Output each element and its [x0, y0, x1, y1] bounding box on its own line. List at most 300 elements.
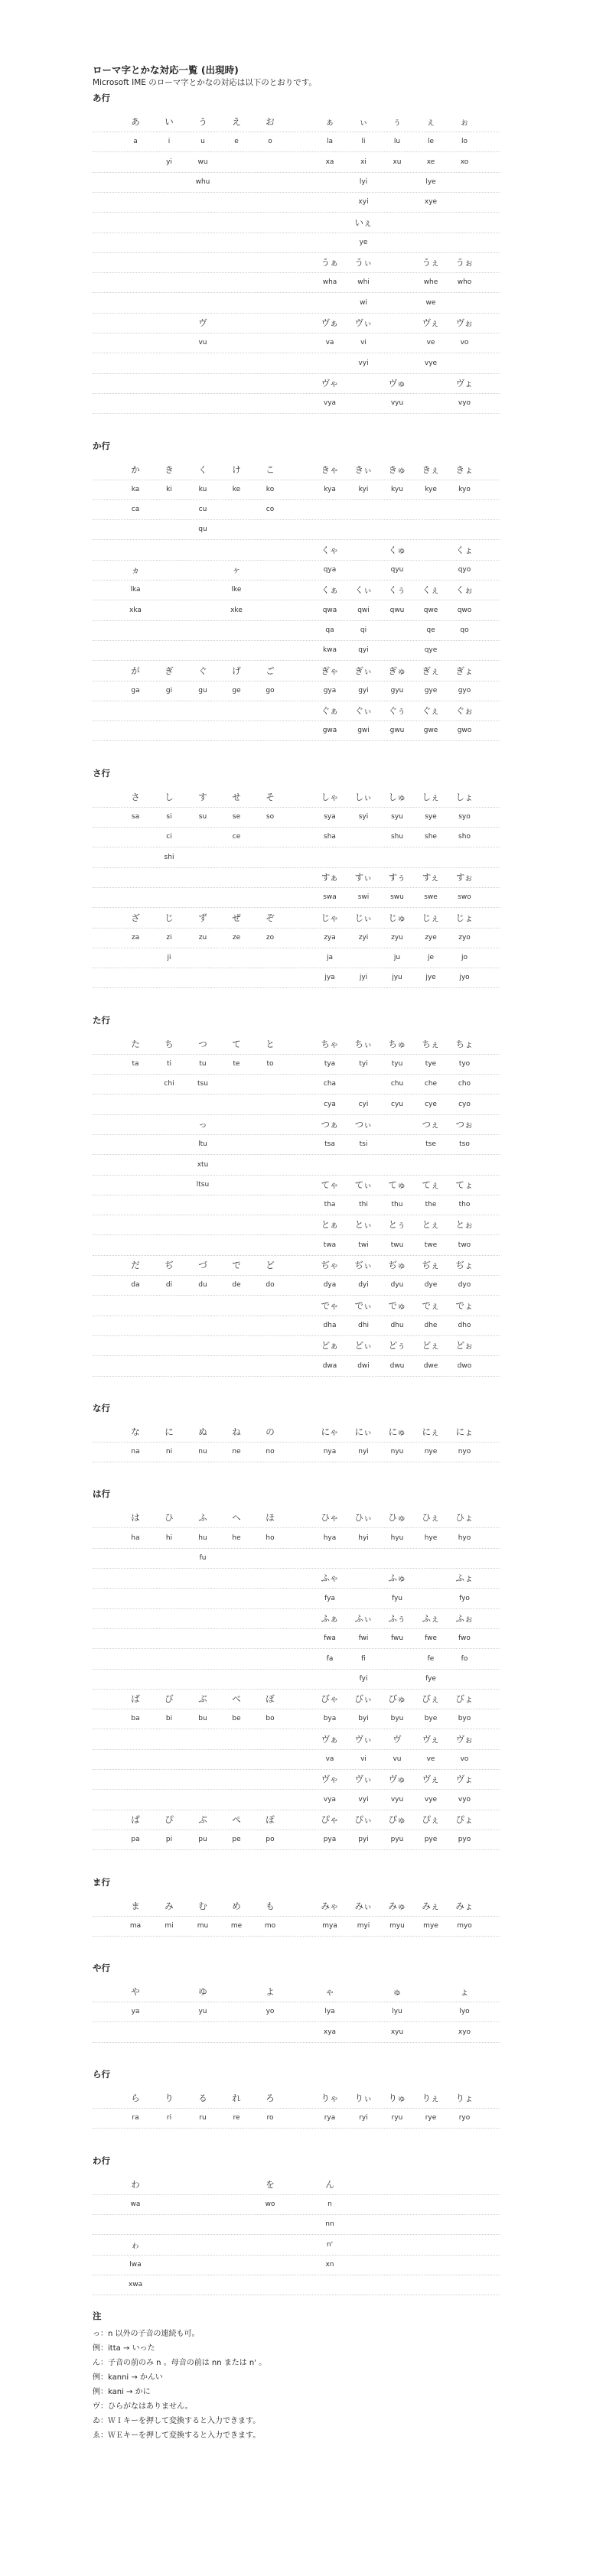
table-cell	[186, 948, 220, 968]
table-row	[93, 272, 500, 293]
table-cell	[347, 2194, 380, 2214]
table-row	[93, 1649, 500, 1670]
table-cell: rya	[324, 2114, 336, 2122]
table-cell: dye	[424, 1281, 438, 1290]
table-cell	[347, 499, 380, 519]
table-cell: gu	[198, 686, 207, 694]
table-cell	[186, 1649, 220, 1669]
table-cell: vo	[460, 1755, 469, 1763]
table-cell	[253, 1296, 287, 1316]
table-cell: tyi	[359, 1060, 368, 1068]
table-cell: xn	[325, 2260, 334, 2269]
table-cell: ヴゅ	[388, 377, 406, 389]
table-cell: でゃ	[321, 1299, 339, 1311]
table-cell	[220, 2002, 253, 2021]
table-cell	[152, 2214, 186, 2234]
table-cell: で	[232, 1260, 241, 1270]
table-cell	[220, 1982, 253, 2002]
table-cell: xi	[360, 158, 367, 166]
table-cell	[253, 701, 287, 720]
table-cell	[220, 1155, 253, 1175]
table-cell	[186, 640, 220, 660]
table-cell	[186, 867, 220, 887]
table-cell	[220, 519, 253, 539]
table-row	[93, 1769, 500, 1790]
table-cell	[152, 1335, 186, 1355]
table-row	[93, 1255, 500, 1276]
table-cell: qwi	[357, 606, 370, 614]
table-cell	[253, 640, 287, 660]
table-cell	[152, 540, 186, 560]
table-cell	[220, 1114, 253, 1134]
table-cell: れ	[232, 2093, 241, 2103]
table-cell: にゅ	[388, 1426, 406, 1437]
page-title: ローマ字とかな対応一覧 (出現時)	[93, 64, 239, 76]
table-cell: うぇ	[422, 257, 440, 268]
table-cell	[119, 847, 152, 867]
table-cell	[253, 580, 287, 600]
table-cell	[220, 172, 253, 192]
table-cell: xke	[230, 606, 243, 614]
table-cell	[380, 640, 414, 660]
table-cell	[380, 1155, 414, 1175]
table-cell	[119, 968, 152, 987]
table-cell: qu	[198, 525, 207, 534]
table-cell: ro	[266, 2114, 274, 2122]
table-cell	[186, 1568, 220, 1588]
table-cell	[414, 1568, 448, 1588]
table-row	[93, 1709, 500, 1729]
table-cell	[220, 252, 253, 272]
table-cell	[152, 580, 186, 600]
table-cell: qo	[460, 626, 469, 634]
table-cell: っ	[198, 1118, 207, 1130]
table-cell	[220, 213, 253, 233]
table-cell: ち	[165, 1038, 174, 1049]
table-cell: xye	[424, 198, 438, 207]
table-cell: む	[198, 1900, 207, 1911]
table-cell: jye	[425, 974, 436, 982]
table-cell	[119, 1296, 152, 1316]
table-cell	[414, 1155, 448, 1175]
table-cell	[152, 333, 186, 353]
table-cell: gyu	[390, 686, 404, 694]
table-cell	[347, 847, 380, 867]
table-cell: sye	[425, 813, 437, 821]
table-cell	[414, 2194, 448, 2214]
table-cell: cyu	[391, 1100, 403, 1108]
table-cell	[186, 1316, 220, 1335]
table-cell	[119, 1134, 152, 1154]
table-cell	[220, 948, 253, 968]
table-cell: gwe	[423, 727, 438, 735]
table-cell: ぢょ	[455, 1260, 474, 1270]
table-cell: ja	[326, 954, 333, 962]
table-cell: whe	[423, 278, 438, 287]
table-cell	[119, 827, 152, 847]
table-cell: とぅ	[388, 1219, 406, 1231]
table-cell: zya	[324, 933, 336, 942]
table-cell	[448, 1669, 481, 1689]
table-cell: ぽ	[266, 1813, 275, 1825]
table-cell	[152, 2022, 186, 2042]
table-cell: myo	[457, 1921, 472, 1930]
table-cell: きゃ	[321, 463, 339, 475]
table-cell: か	[131, 463, 140, 475]
table-cell: zi	[166, 933, 172, 942]
table-cell: qwe	[423, 606, 438, 614]
table-cell	[152, 1568, 186, 1588]
table-cell	[186, 968, 220, 987]
table-cell	[380, 2275, 414, 2295]
table-cell: よ	[266, 1986, 275, 1998]
table-cell: びぃ	[354, 1693, 373, 1705]
table-cell	[186, 252, 220, 272]
table-cell	[119, 948, 152, 968]
table-cell: び	[165, 1693, 174, 1705]
table-cell: ku	[198, 485, 207, 493]
table-cell: vu	[198, 339, 207, 347]
table-cell	[347, 2235, 380, 2255]
table-cell: ぴゅ	[388, 1813, 406, 1825]
table-cell: gwa	[322, 727, 337, 735]
table-cell: ぎぇ	[422, 665, 440, 676]
table-cell: うぉ	[455, 257, 474, 268]
table-cell	[186, 192, 220, 212]
table-cell: くぇ	[422, 584, 440, 596]
note-line: 例：kani → かに	[93, 2388, 151, 2396]
table-cell	[220, 1769, 253, 1789]
table-row	[93, 1508, 500, 1528]
table-row	[93, 1790, 500, 1810]
table-cell: gwo	[457, 727, 472, 735]
table-cell	[152, 393, 186, 413]
table-row	[93, 333, 500, 353]
table-cell: しょ	[455, 791, 474, 802]
table-cell: どぇ	[422, 1340, 440, 1351]
table-cell: じぃ	[354, 912, 373, 923]
table-cell	[119, 1195, 152, 1215]
table-cell	[347, 519, 380, 539]
table-cell: vyi	[358, 359, 369, 367]
table-cell	[253, 968, 287, 987]
table-cell: ヴぃ	[354, 1733, 373, 1745]
table-cell: ふゃ	[321, 1573, 339, 1584]
table-cell: こ	[266, 463, 275, 475]
table-cell	[119, 233, 152, 252]
table-cell	[220, 640, 253, 660]
table-cell: xa	[325, 158, 334, 166]
table-cell: ke	[232, 485, 241, 493]
table-cell: gyo	[458, 686, 471, 694]
table-cell	[152, 1296, 186, 1316]
table-cell: とぁ	[321, 1219, 339, 1231]
table-cell: n'	[326, 2240, 334, 2249]
table-cell	[253, 1356, 287, 1376]
table-cell: vye	[424, 1795, 438, 1804]
note-line: 例：itta → いった	[93, 2344, 155, 2353]
table-cell	[313, 353, 347, 373]
table-cell: he	[232, 1534, 241, 1542]
table-cell: dho	[458, 1321, 471, 1329]
table-cell	[448, 1155, 481, 1175]
table-row	[93, 807, 500, 828]
table-cell	[253, 1155, 287, 1175]
table-cell	[253, 1215, 287, 1234]
table-cell: twi	[358, 1241, 369, 1249]
table-cell	[152, 373, 186, 393]
table-cell	[448, 2235, 481, 2255]
table-cell: kwa	[322, 646, 337, 655]
table-cell: だ	[131, 1260, 140, 1270]
table-row	[93, 2235, 500, 2256]
table-cell: きぇ	[422, 463, 440, 475]
table-cell: n	[327, 2200, 332, 2208]
table-cell: whi	[357, 278, 370, 287]
table-cell	[313, 192, 347, 212]
table-cell	[380, 2255, 414, 2275]
table-cell	[119, 640, 152, 660]
table-cell: とぇ	[422, 1219, 440, 1231]
table-cell: びぇ	[422, 1693, 440, 1705]
table-cell: thi	[359, 1201, 368, 1209]
table-cell: lke	[231, 586, 242, 594]
table-cell: ma	[129, 1921, 142, 1930]
table-row	[93, 560, 500, 581]
table-cell	[313, 1669, 347, 1689]
table-cell	[347, 1155, 380, 1175]
table-cell	[152, 2255, 186, 2275]
table-cell	[448, 847, 481, 867]
table-row	[93, 1134, 500, 1155]
table-cell	[253, 233, 287, 252]
table-cell	[119, 1608, 152, 1628]
table-cell	[220, 1749, 253, 1769]
table-cell: hyi	[358, 1534, 369, 1542]
table-cell: め	[232, 1900, 241, 1911]
table-cell	[220, 1175, 253, 1195]
table-cell	[220, 353, 253, 373]
table-cell: fyu	[391, 1594, 403, 1602]
table-cell: fe	[427, 1654, 435, 1663]
table-cell: la	[326, 138, 333, 146]
table-cell: ふ	[198, 1512, 207, 1524]
table-cell	[253, 948, 287, 968]
table-cell: da	[131, 1281, 140, 1290]
table-row	[93, 2255, 500, 2275]
table-cell: じぇ	[422, 912, 440, 923]
table-cell: ca	[131, 506, 140, 514]
table-cell: dhi	[358, 1321, 369, 1329]
table-cell: dwa	[322, 1361, 337, 1370]
table-cell: ぎゅ	[388, 665, 406, 676]
table-cell	[152, 353, 186, 373]
table-cell	[186, 233, 220, 252]
table-row	[93, 1316, 500, 1336]
table-cell: に	[165, 1426, 174, 1437]
table-row	[93, 1175, 500, 1195]
table-cell: ぬ	[198, 1426, 207, 1437]
table-row	[93, 620, 500, 641]
table-cell	[253, 1175, 287, 1195]
table-cell: qya	[323, 566, 337, 574]
table-row	[93, 1335, 500, 1356]
table-cell	[220, 293, 253, 313]
table-cell: dwe	[423, 1361, 438, 1370]
section-heading: さ行	[93, 767, 110, 779]
table-cell	[119, 540, 152, 560]
table-cell	[448, 353, 481, 373]
table-cell: xu	[393, 158, 402, 166]
table-cell	[253, 720, 287, 740]
table-cell	[414, 233, 448, 252]
table-cell: しぃ	[354, 791, 373, 802]
table-row	[93, 908, 500, 929]
table-cell: che	[424, 1080, 438, 1088]
table-cell	[220, 1296, 253, 1316]
table-cell	[152, 1790, 186, 1810]
table-cell: byu	[390, 1715, 404, 1723]
table-cell: け	[232, 463, 241, 475]
table-cell: ve	[426, 1755, 435, 1763]
table-cell: ひゃ	[321, 1512, 339, 1524]
table-cell	[253, 560, 287, 580]
table-cell: gye	[424, 686, 438, 694]
table-cell: ya	[131, 2008, 140, 2016]
table-cell: ヴ	[393, 1733, 402, 1745]
table-cell: dhu	[390, 1321, 404, 1329]
table-cell: ぴぇ	[422, 1813, 440, 1825]
table-cell: な	[131, 1426, 140, 1437]
table-row	[93, 2214, 500, 2235]
table-cell: mye	[423, 1921, 438, 1930]
table-cell	[186, 1608, 220, 1628]
note-line: ゐ：ＷＩキーを押して変換すると入力できます。	[93, 2417, 261, 2425]
table-cell: ぴょ	[455, 1813, 474, 1825]
table-cell	[380, 847, 414, 867]
table-cell	[152, 1729, 186, 1749]
table-cell	[220, 1548, 253, 1568]
table-cell: fo	[461, 1654, 468, 1663]
table-cell: びゃ	[321, 1693, 339, 1705]
table-cell	[220, 499, 253, 519]
table-cell: う	[198, 116, 207, 127]
table-cell: li	[361, 138, 366, 146]
table-row	[93, 1528, 500, 1549]
table-cell: ふぉ	[455, 1612, 474, 1624]
table-cell: zyi	[358, 933, 369, 942]
table-cell: にぇ	[422, 1426, 440, 1437]
table-cell	[152, 252, 186, 272]
note-line: っ：n 以外の子音の連続も可。	[93, 2330, 200, 2338]
table-cell: wa	[130, 2200, 141, 2208]
table-cell: xyi	[358, 198, 369, 207]
table-cell: ヴぉ	[455, 317, 474, 328]
table-cell	[220, 1568, 253, 1588]
table-cell: vya	[323, 1795, 337, 1804]
table-cell	[119, 720, 152, 740]
table-cell	[186, 2255, 220, 2275]
table-cell: hya	[323, 1534, 337, 1542]
table-cell: na	[131, 1448, 140, 1456]
table-cell: ひょ	[455, 1512, 474, 1524]
table-cell: two	[458, 1241, 471, 1249]
note-line: ゑ：ＷＥキーを押して変換すると入力できます。	[93, 2431, 261, 2440]
table-cell: twu	[390, 1241, 404, 1249]
table-cell: pi	[165, 1836, 173, 1844]
note-line: ヴ：ひらがなはありません。	[93, 2402, 193, 2411]
table-cell: pe	[232, 1836, 241, 1844]
table-cell	[414, 2002, 448, 2021]
table-cell: jya	[324, 974, 335, 982]
table-cell: ご	[266, 665, 275, 676]
table-cell	[152, 1548, 186, 1568]
table-cell	[220, 1215, 253, 1234]
table-cell: しぇ	[422, 791, 440, 802]
table-cell: とぃ	[354, 1219, 373, 1231]
page-subtitle: Microsoft IME のローマ字とかなの対応は以下のとおりです。	[93, 78, 317, 87]
table-cell	[220, 1195, 253, 1215]
table-cell	[253, 847, 287, 867]
table-cell	[380, 252, 414, 272]
table-cell: fwe	[425, 1634, 437, 1643]
table-cell: ze	[232, 933, 241, 942]
table-cell	[414, 1589, 448, 1608]
table-cell: so	[266, 813, 275, 821]
table-cell: gyi	[358, 686, 369, 694]
table-cell	[119, 1215, 152, 1234]
table-cell	[347, 560, 380, 580]
table-cell: qyu	[390, 566, 404, 574]
table-cell: yu	[198, 2008, 207, 2016]
table-row	[93, 313, 500, 333]
table-cell: すぃ	[354, 871, 373, 883]
table-cell: je	[427, 954, 435, 962]
table-cell	[152, 1669, 186, 1689]
table-cell: じゃ	[321, 912, 339, 923]
table-cell	[253, 1649, 287, 1669]
table-cell: a	[133, 138, 138, 146]
table-cell: わ	[131, 2178, 140, 2190]
table-cell: ヴぇ	[422, 317, 440, 328]
table-cell: てゃ	[321, 1179, 339, 1190]
table-cell: the	[425, 1201, 437, 1209]
table-cell	[347, 1568, 380, 1588]
table-cell	[186, 2235, 220, 2255]
table-cell: dyo	[458, 1281, 471, 1290]
table-cell: くゅ	[388, 544, 406, 555]
table-row	[93, 1094, 500, 1115]
table-cell: い	[165, 116, 174, 127]
table-cell: つ	[198, 1038, 207, 1049]
table-cell	[119, 213, 152, 233]
table-cell	[380, 192, 414, 212]
table-cell	[414, 499, 448, 519]
table-cell	[186, 293, 220, 313]
table-row	[93, 152, 500, 173]
table-cell	[448, 192, 481, 212]
table-cell: dya	[323, 1281, 337, 1290]
table-cell	[152, 1316, 186, 1335]
table-cell: ちぇ	[422, 1038, 440, 1049]
table-cell	[220, 1790, 253, 1810]
section-heading: ら行	[93, 2069, 110, 2080]
table-cell	[253, 1568, 287, 1588]
table-cell: ひ	[165, 1512, 174, 1524]
table-cell	[220, 701, 253, 720]
table-cell: ば	[131, 1693, 140, 1705]
table-row	[93, 867, 500, 888]
